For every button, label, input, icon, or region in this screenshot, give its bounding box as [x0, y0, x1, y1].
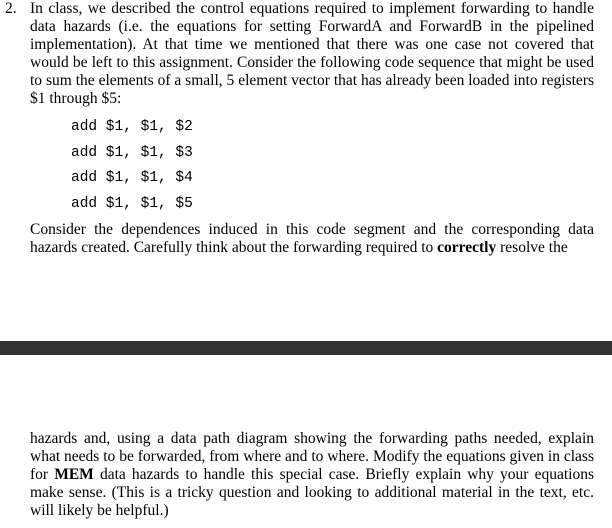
- code-line: add $1, $1, $3: [71, 145, 193, 161]
- emphasis-correctly: correctly: [437, 239, 497, 256]
- emphasis-mem: MEM: [54, 466, 94, 483]
- code-line: add $1, $1, $5: [71, 196, 193, 212]
- continuation-paragraph: [30, 430, 594, 520]
- question-intro-paragraph: [30, 0, 594, 108]
- question-number: 2.: [5, 0, 17, 17]
- consider-text: Consider the dependences induced in this code segment and the corresponding data hazards created. Carefully think about the forwarding required to: [30, 221, 594, 256]
- consider-paragraph: [30, 221, 594, 257]
- continuation-text-end: data hazards to handle this special case. Briefly explain why your equations make sense. (This is a tricky question and looking to additional material in the text, etc. will likely be helpful.): [30, 466, 595, 519]
- code-line: add $1, $1, $2: [71, 119, 193, 135]
- continuation-text: hazards and, using a data path diagram showing the forwarding paths needed, explain what needs to be forwarded, from where and to where. Modify the equations given in class for: [30, 430, 594, 483]
- consider-text-end: resolve the: [496, 239, 568, 256]
- code-line: add $1, $1, $4: [71, 170, 193, 186]
- question-intro-text: In class, we described the control equations required to implement forwarding to handle data hazards (i.e. the equations for setting ForwardA and ForwardB in the pipelined implementation). At that time we mentioned that there was one case not covered that would be left to this assignment. Consider the following code sequence that might be used to sum the elements of a small, 5 element vector that has already been loaded into registers $1 through $5:: [30, 0, 594, 107]
- page-divider: [0, 341, 612, 355]
